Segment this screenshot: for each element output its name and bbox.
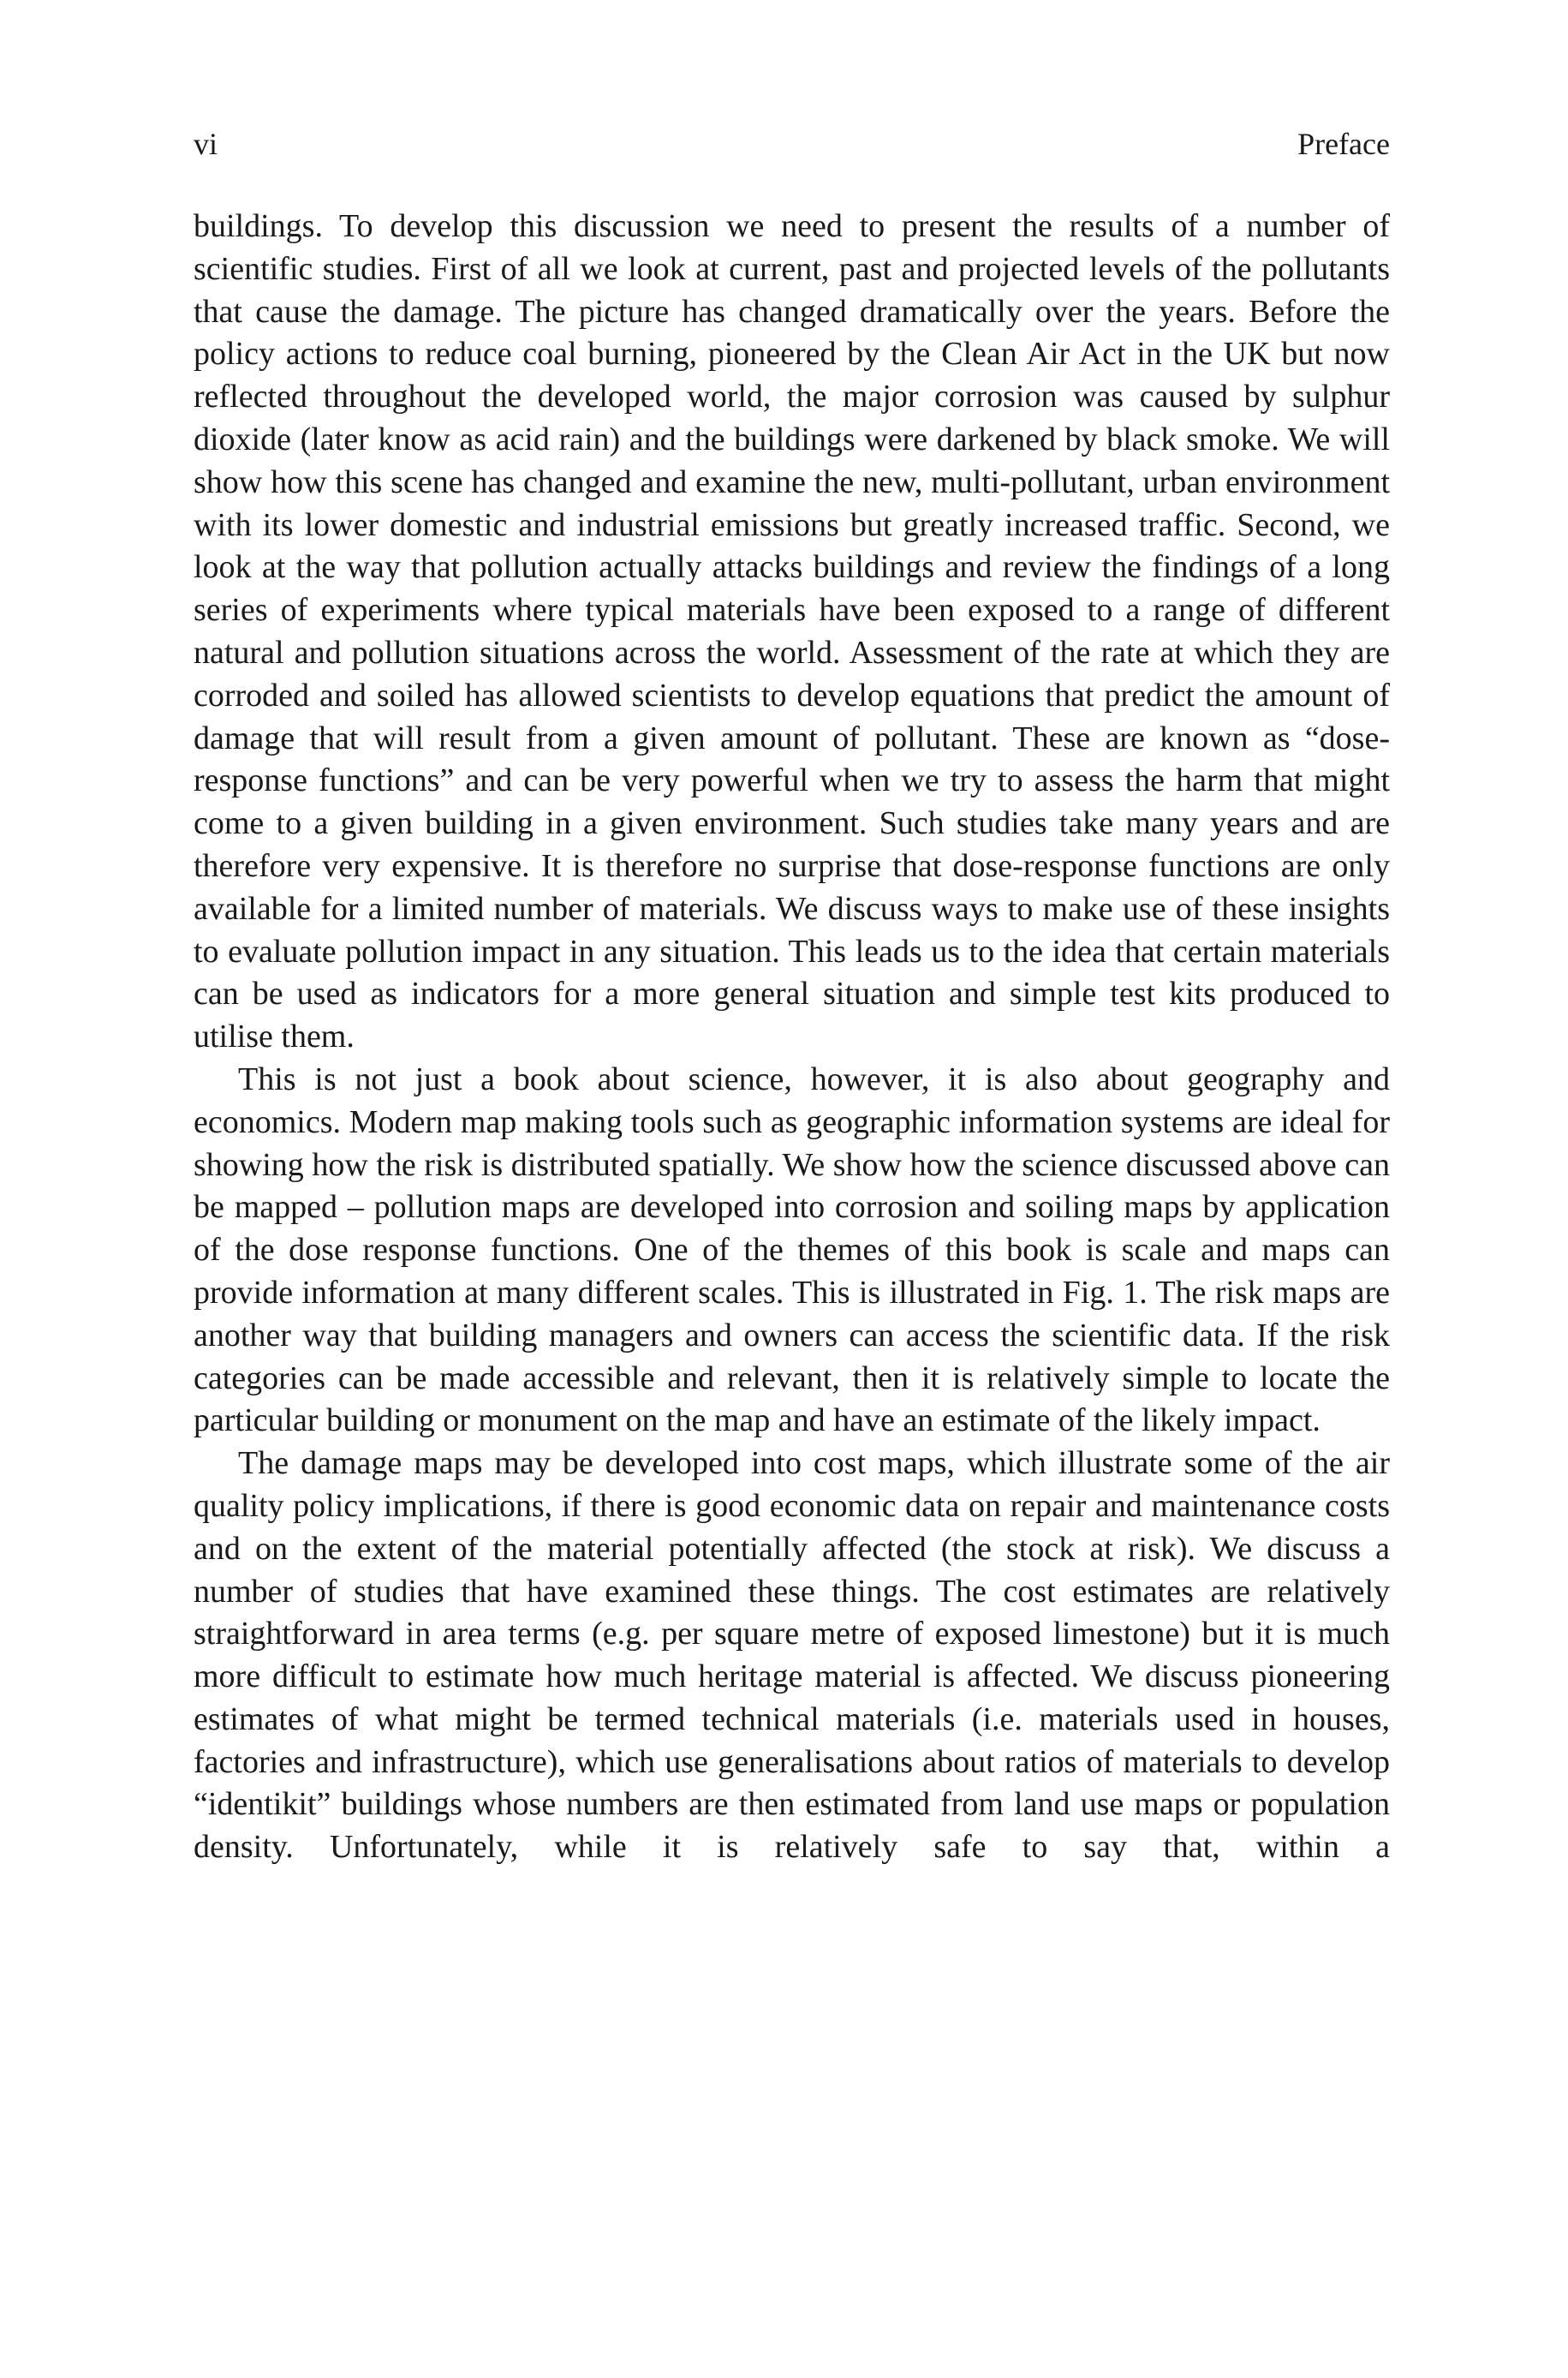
paragraph-continuation: buildings. To develop this discussion we need to present the results of a number of scientific studies. First of all we look at current, past and projected levels of the pollutants that cause the damage. The picture has changed dramatically over the years. Before the policy actions to reduce coal burning, pioneered by the Clean Air Act in the UK but now reflected throughout the developed world, the major corrosion was caused by sulphur dioxide (later know as acid rain) and the buildings were darkened by black smoke. We will show how this scene has changed and examine the new, multi-pollutant, urban environment with its lower domestic and industrial emissions but greatly increased traffic. Second, we look at the way that pollution actually attacks buildings and review the findings of a long series of experiments where typical materials have been exposed to a range of different natural and pollution situations across the world. Assessment of the rate at which they are corroded and soiled has allowed scientists to develop equations that predict the amount of damage that will result from a given amount of pollutant. These are known as “dose-response functions” and can be very powerful when we try to assess the harm that might come to a given building in a given environment. Such studies take many years and are therefore very expensive. It is therefore no surprise that dose-response functions are only available for a limited number of materials. We discuss ways to make use of these insights to evaluate pollution impact in any situation. This leads us to the idea that certain materials can be used as indicators for a more general situation and simple test kits produced to utilise them.	[194, 208, 1390, 1055]
running-head	[194, 127, 1390, 161]
book-page	[194, 127, 1390, 1869]
body-text	[194, 206, 1390, 1869]
running-title: Preface	[1297, 127, 1390, 161]
page-number: vi	[194, 127, 218, 161]
paragraph-geography: This is not just a book about science, however, it is also about geography and economics. Modern map making tools such as geographic information systems are ideal for showing how the risk is distributed spatially. We show how the science discussed above can be mapped – pollution maps are developed into corrosion and soiling maps by application of the dose response functions. One of the themes of this book is scale and maps can provide information at many different scales. This is illustrated in Fig. 1. The risk maps are another way that building managers and owners can access the scientific data. If the risk categories can be made accessible and relevant, then it is relatively simple to locate the particular building or monument on the map and have an estimate of the likely impact.	[194, 1061, 1390, 1439]
paragraph-cost-maps: The damage maps may be developed into cost maps, which illustrate some of the air quality policy implications, if there is good economic data on repair and maintenance costs and on the extent of the material potentially affected (the stock at risk). We discuss a number of studies that have examined these things. The cost estimates are relatively straightforward in area terms (e.g. per square metre of exposed limestone) but it is much more difficult to estimate how much heritage material is affected. We discuss pioneering estimates of what might be termed technical materials (i.e. materials used in houses, factories and infrastructure), which use generalisations about ratios of materials to develop “identikit” buildings whose numbers are then estimated from land use maps or population density. Unfortunately, while it is relatively safe to say that, within a	[194, 1445, 1390, 1866]
